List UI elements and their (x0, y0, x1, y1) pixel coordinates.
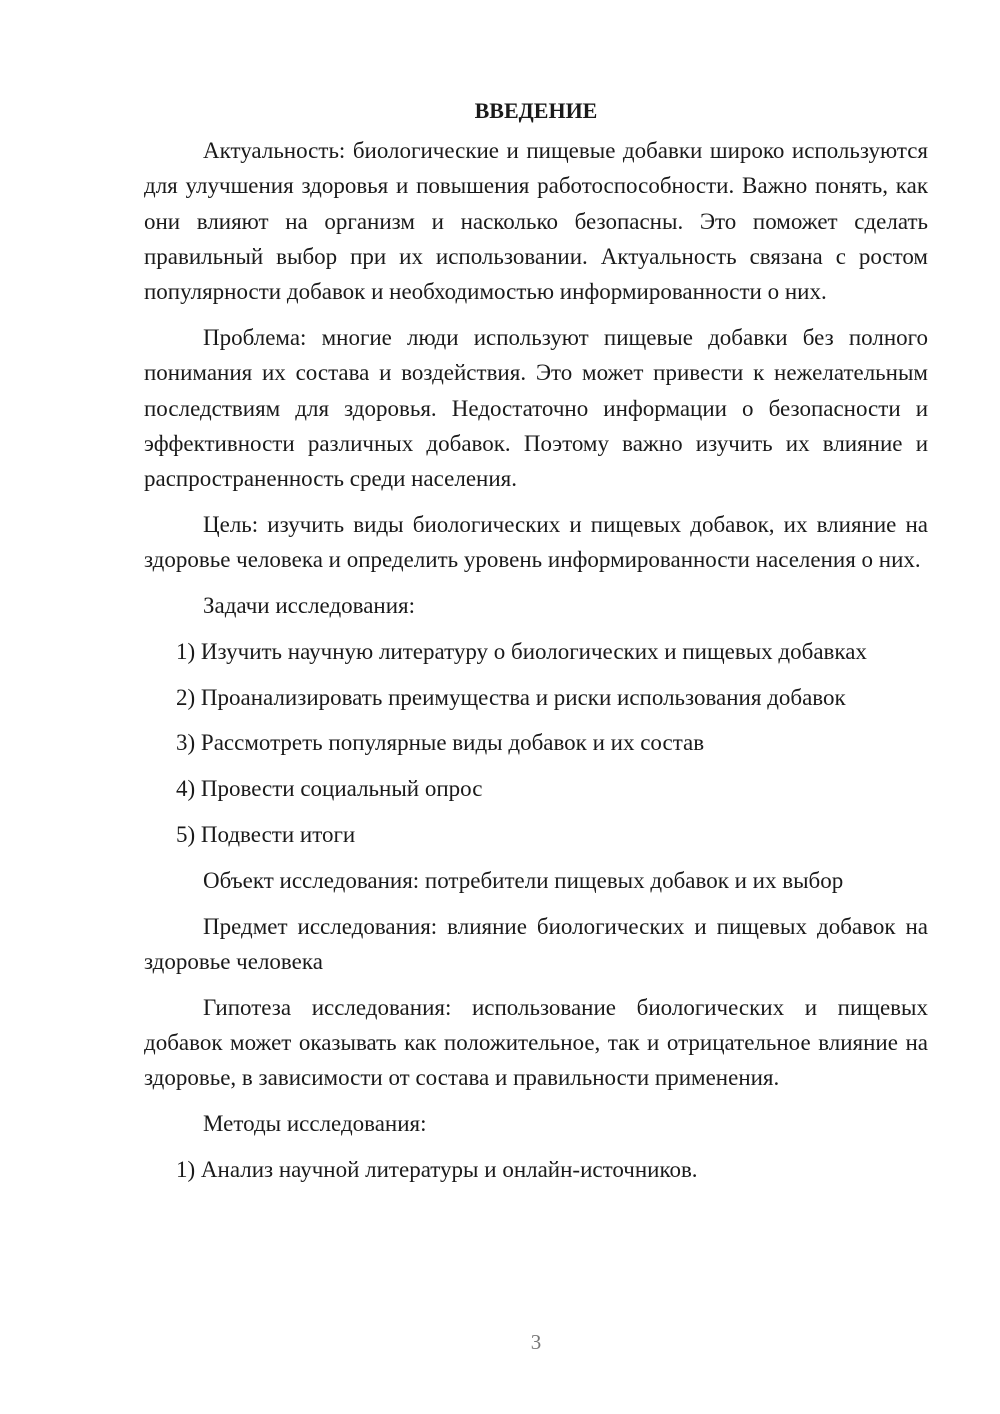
paragraph-object: Объект исследования: потребители пищевых добавок и их выбор (203, 867, 844, 893)
paragraph-goal: Цель: изучить виды биологических и пищевых добавок, их влияние на здоровье человека и определить уровень информированности населения о них. (144, 511, 928, 573)
methods-heading: Методы исследования: (203, 1111, 427, 1137)
task-item: 1) Изучить научную литературу о биологических и пищевых добавках (176, 638, 867, 664)
page-number: 3 (530, 1330, 542, 1354)
task-item: 3) Рассмотреть популярные виды добавок и их состав (176, 730, 705, 756)
paragraph-hypothesis: Гипотеза исследования: использование биологических и пищевых добавок может оказывать как положительное, так и отрицательное влияние на здоровье, в зависимости от состава и правильности применения. (144, 994, 928, 1091)
task-item: 5) Подвести итоги (176, 822, 356, 848)
method-item: 1) Анализ научной литературы и онлайн-источников. (176, 1156, 698, 1182)
paragraph-problem: Проблема: многие люди используют пищевые добавки без полного понимания их состава и воздействия. Это может привести к нежелательным последствиям для здоровья. Недостаточно информации о безопасности и эффективности различных добавок. Поэтому важно изучить их влияние и распространенность среди населения. (144, 324, 928, 492)
task-item: 2) Проанализировать преимущества и риски использования добавок (176, 684, 846, 710)
tasks-heading: Задачи исследования: (203, 593, 416, 619)
document-page (144, 93, 928, 1198)
paragraph-subject: Предмет исследования: влияние биологических и пищевых добавок на здоровье человека (144, 913, 928, 974)
paragraph-relevance: Актуальность: биологические и пищевые добавки широко используются для улучшения здоровья и повышения работоспособности. Важно понять, как они влияют на организм и насколько безопасны. Это поможет сделать правильный выбор при их использовании. Актуальность связана с ростом популярности добавок и необходимостью информированности о них. (144, 138, 928, 305)
task-item: 4) Провести социальный опрос (176, 776, 483, 802)
page-title: ВВЕДЕНИЕ (474, 98, 598, 123)
